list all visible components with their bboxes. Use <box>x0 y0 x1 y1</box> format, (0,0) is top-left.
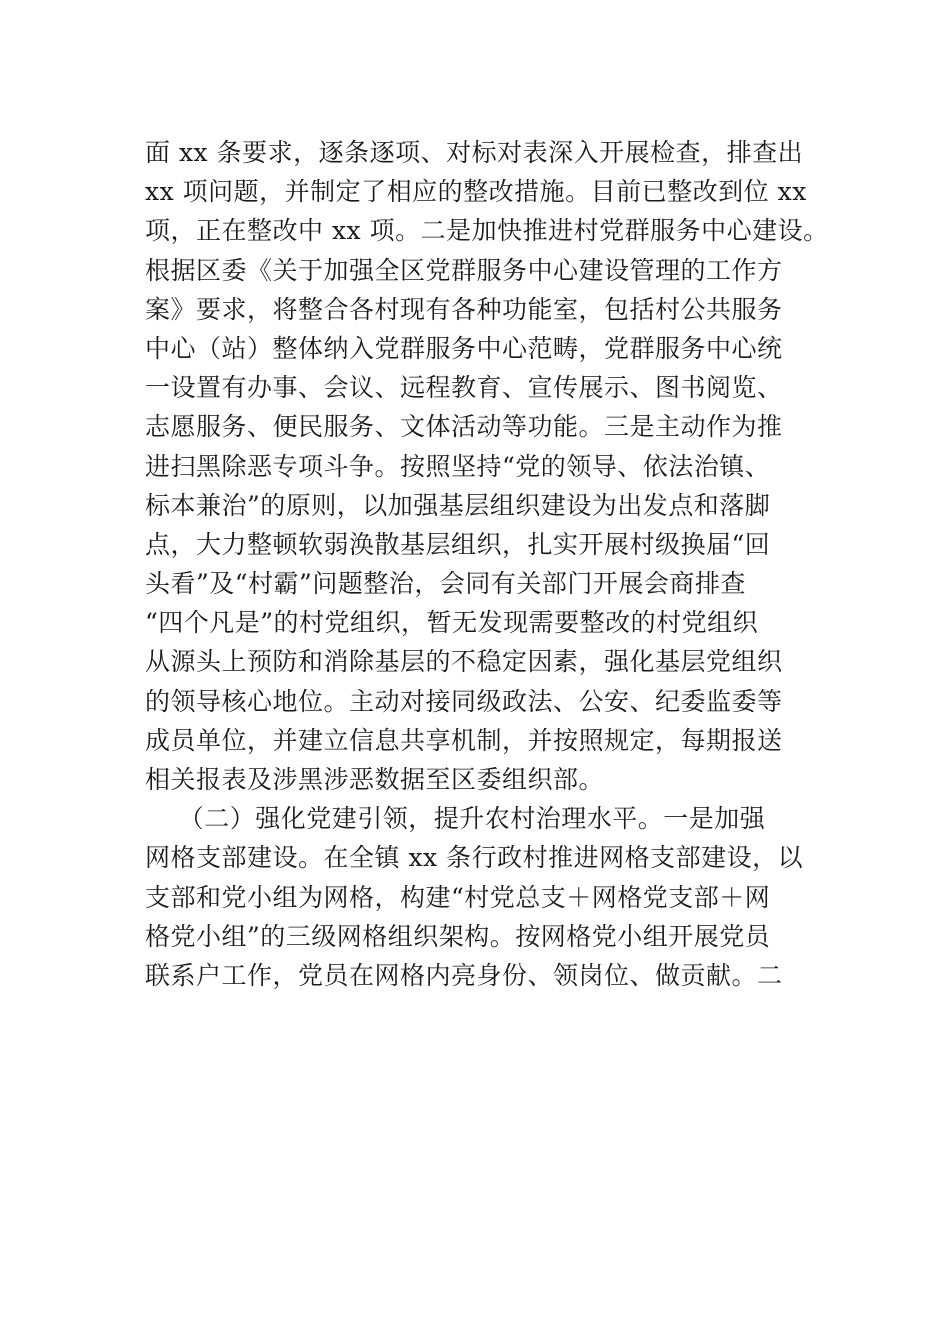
text-line: 进扫黑除恶专项斗争。按照坚持“党的领导、依法治镇、 <box>145 451 771 481</box>
text-line: 头看”及“村霸”问题整治，会同有关部门开展会商排查 <box>145 569 746 599</box>
text-line: 志愿服务、便民服务、文体活动等功能。三是主动作为推 <box>145 412 783 442</box>
text-line: 中心（站）整体纳入党群服务中心范畴，党群服务中心统 <box>145 333 783 363</box>
text-line: 的领导核心地位。主动对接同级政法、公安、纪委监委等 <box>145 686 783 716</box>
text-line: 项，正在整改中 xx 项。二是加快推进村党群服务中心建设。 <box>145 216 829 246</box>
text-line: 网格支部建设。在全镇 xx 条行政村推进网格支部建设，以 <box>145 843 804 873</box>
text-line: 根据区委《关于加强全区党群服务中心建设管理的工作方 <box>145 255 783 285</box>
text-line: 案》要求，将整合各村现有各种功能室，包括村公共服务 <box>145 294 783 324</box>
text-line: 相关报表及涉黑涉恶数据至区委组织部。 <box>145 765 605 794</box>
text-line: “四个凡是”的村党组织，暂无发现需要整改的村党组织 <box>145 608 759 638</box>
text-line: 支部和党小组为网格，构建“村党总支＋网格党支部＋网 <box>145 882 771 912</box>
text-line: 点，大力整顿软弱涣散基层组织，扎实开展村级换届“回 <box>145 529 771 559</box>
text-line: 成员单位，并建立信息共享机制，并按照规定，每期报送 <box>145 725 783 755</box>
text-line: 一设置有办事、会议、远程教育、宣传展示、图书阅览、 <box>145 373 783 403</box>
text-line: 从源头上预防和消除基层的不稳定因素，强化基层党组织 <box>145 647 783 677</box>
text-line: 格党小组”的三级网格组织架构。按网格党小组开展党员 <box>145 921 771 951</box>
text-line: 标本兼治”的原则，以加强基层组织建设为出发点和落脚 <box>145 490 771 520</box>
text-line: 面 xx 条要求，逐条逐项、对标对表深入开展检查，排查出 <box>145 138 804 167</box>
section-heading-line: （二）强化党建引领，提升农村治理水平。一是加强 <box>145 804 766 834</box>
text-line: 联系户工作，党员在网格内亮身份、领岗位、做贡献。二 <box>145 960 783 990</box>
body-text <box>145 133 845 995</box>
text-line: xx 项问题，并制定了相应的整改措施。目前已整改到位 xx <box>145 177 807 207</box>
